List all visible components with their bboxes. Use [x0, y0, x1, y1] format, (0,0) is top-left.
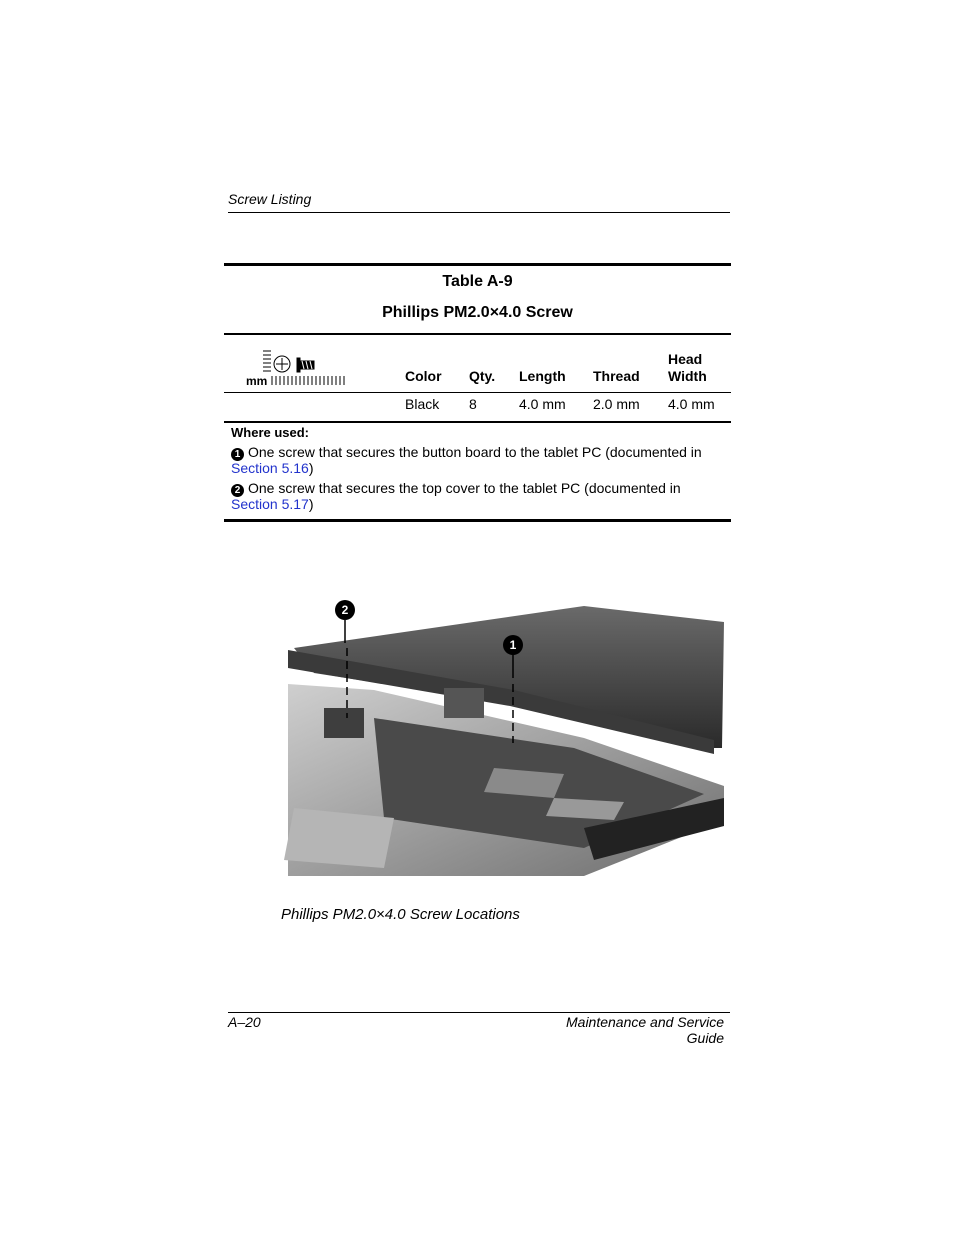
footer-rule: [228, 1012, 730, 1013]
use-text-1: One screw that secures the button board to the tablet PC (documented in: [248, 444, 702, 460]
paren-close-1: ): [308, 460, 314, 476]
table-bottom-rule: [224, 519, 731, 522]
figure-caption: Phillips PM2.0×4.0 Screw Locations: [281, 906, 520, 923]
page-number: A–20: [228, 1014, 261, 1030]
section-5-17-link[interactable]: Section 5.17: [231, 496, 309, 512]
table-title: Phillips PM2.0×4.0 Screw: [382, 304, 573, 321]
callout-2-icon: 2: [231, 484, 244, 497]
footer-title: Maintenance and Service Guide: [566, 1014, 724, 1046]
table-title-rule: [224, 333, 731, 335]
section-5-16-link[interactable]: Section 5.16: [231, 460, 309, 476]
col-header-color: Color: [405, 368, 442, 384]
cell-head-width: 4.0 mm: [668, 396, 715, 412]
use-link-line-2: [231, 496, 314, 512]
col-header-qty: Qty.: [469, 368, 496, 384]
use-link-line-1: [231, 460, 314, 476]
icon-mm-label: mm: [246, 374, 268, 388]
paren-close-2: ): [308, 496, 314, 512]
cell-thread: 2.0 mm: [593, 396, 640, 412]
use-item-2: [231, 480, 681, 497]
col-header-head: Head: [668, 351, 703, 367]
row-bottom-rule: [224, 421, 731, 423]
screw-location-illustration: [284, 598, 730, 878]
cell-length: 4.0 mm: [519, 396, 566, 412]
cell-color: Black: [405, 396, 440, 412]
figure-callout-2-label: 2: [341, 603, 349, 617]
figure-callout-1-label: 1: [509, 638, 517, 652]
col-header-length: Length: [519, 368, 566, 384]
header-rule: [228, 212, 730, 213]
table-top-rule: [224, 263, 731, 266]
header-row-rule: [224, 392, 731, 393]
col-header-thread: Thread: [593, 368, 640, 384]
use-text-2: One screw that secures the top cover to the tablet PC (documented in: [248, 480, 681, 496]
running-header: Screw Listing: [228, 191, 312, 207]
col-header-width: Width: [668, 368, 707, 384]
table-number: Table A-9: [442, 273, 513, 290]
use-item-1: [231, 444, 702, 461]
callout-1-icon: 1: [231, 448, 244, 461]
where-used-label: Where used:: [231, 425, 310, 440]
cell-qty: 8: [469, 396, 477, 412]
